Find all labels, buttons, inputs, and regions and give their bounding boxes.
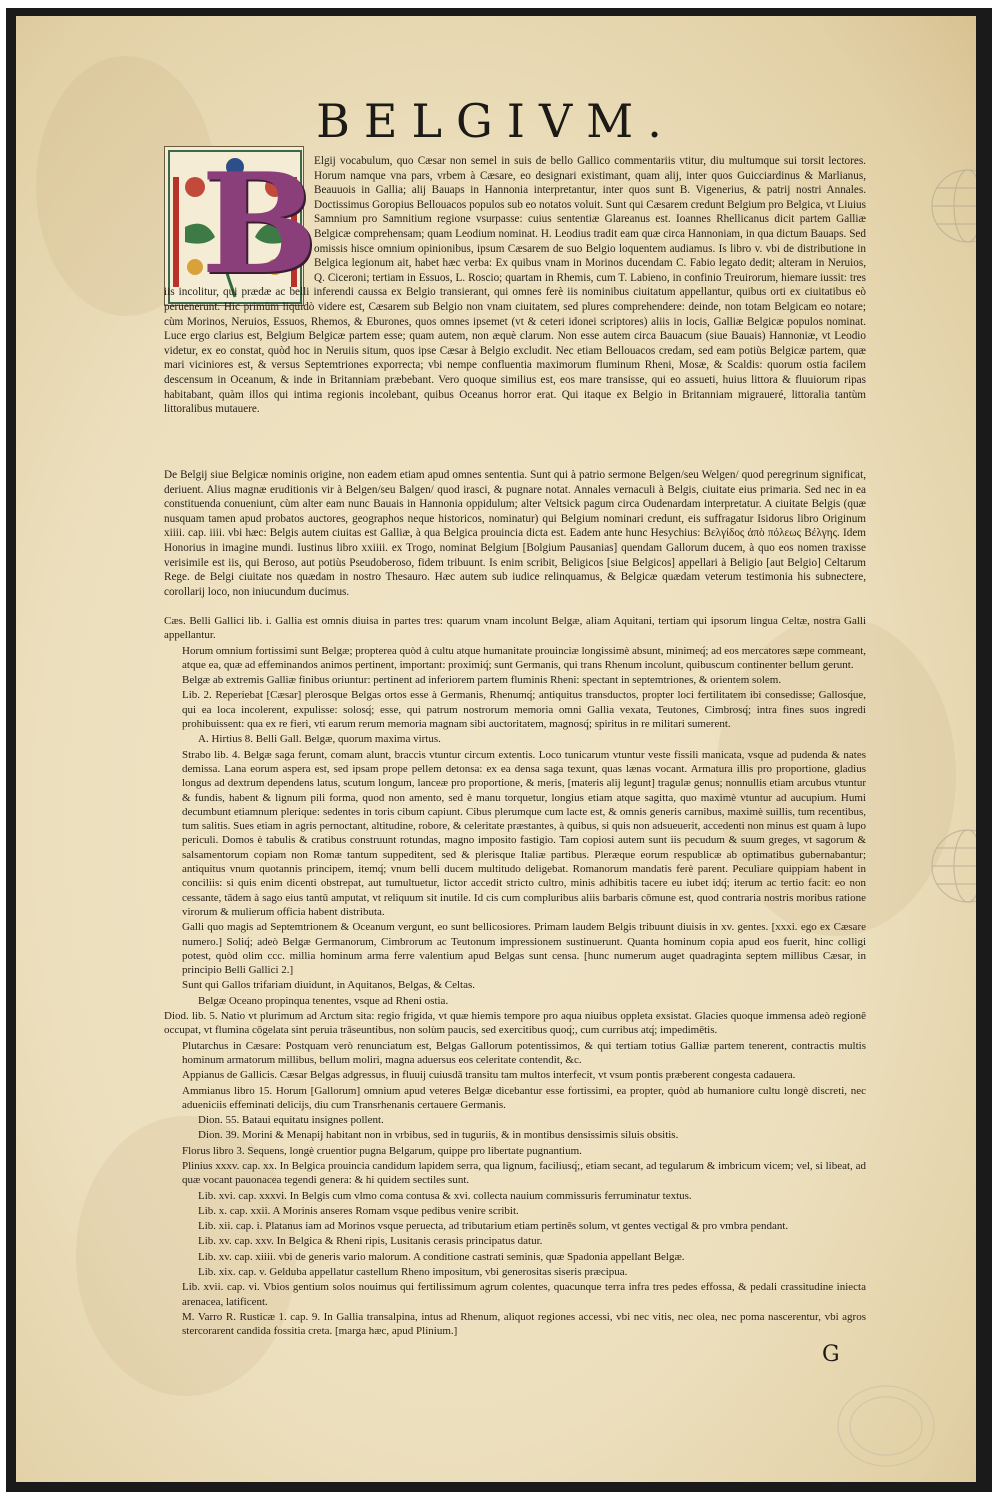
testimonium-item: Lib. x. cap. xxii. A Morinis anseres Romam vsque pedibus venire scribit. [198, 1204, 519, 1217]
library-stamp-icon [831, 1376, 941, 1476]
paragraph-text: iis incolitur, qui prædæ ac belli inferendi caussa ex Belgio transierant, qui omnes ferè iis nominibus ciuitatum appellantur, quibus orti ex ciuitatibus eò peruenerunt. Hic primùm liquidò videre est, Cæsarem sub Belgio non vnam ciuitatem, sed plures comprehendere: deinde, non totam Belgicam eo notare; cùm Morinos, Neruios, Essuos, Rhemos, & Eburones, quos omnes ipsemet (vt & ceteri idonei scriptores) aliis in locis, Galliæ Belgicæ populos nominat. Luce ergo clarius est, Belgium Belgicæ partem esse; quam autem, non æquè clarum. Non esse autem circa Bauacum (siue Bauais) Hannoniæ, vt Leodio videtur, ex eo constat, quòd hoc in Neruiis situm, quos ipse Cæsar à Belgio excludit. Nec etiam Bellouacos credam, sed eam potiùs Belgicæ partem, quæ mari viciniores est, & versus Septemtriones exporrecta; vbi nempe confluentia maximorum fluminum Rheni, Mosæ, & Scaldis: quorum ostia facilem descensum in Oceanum, & inde in Britanniam præbebant. Vero quoque similius est, eos mare transisse, qui eo assueti, huius littora & fluuiorum ripas habitabant, quàm illos qui intima regionis incolebant, quibus Oceanus horror erat. Qui itaque ex Belgio in Britanniam migraueré, littoralia tantùm littoralibus mutauere. [164, 286, 866, 416]
testimonium-item: Dion. 39. Morini & Menapij habitant non in vrbibus, sed in tuguriis, & in montibus densissimis siluis obsitis. [198, 1129, 679, 1142]
testimonium-item: Lib. xvi. cap. xxxvi. In Belgis cum vlmo coma contusa & xvi. collecta nauium commissuris ferruminatur textus. [198, 1189, 692, 1202]
decorated-initial [164, 142, 318, 306]
initial-letter: B [201, 142, 318, 305]
testimonium-item: Plinius xxxv. cap. xx. In Belgica prouincia candidum lapidem serra, qua lignum, faciliusq́;, etiam secant, ad tegularum & imbricum vicem; vel, si libeat, ad quæ vocant pauonacea tegendi genera: & hi quidem sectiles sunt. [182, 1159, 866, 1187]
signature-mark: G [822, 1342, 840, 1367]
testimonium-item: Cæs. Belli Gallici lib. i. Gallia est omnis diuisa in partes tres: quarum vnam incolunt Belgæ, aliam Aquitani, tertiam qui ipsorum lingua Celtæ, nostra Galli appellantur. [164, 615, 866, 642]
testimonium-item: Galli quo magis ad Septemtrionem & Oceanum vergunt, eo sunt bellicosiores. Primam laudem Belgis tribuunt diuisis in xv. gentes. [xxxi. ego ex Cæsare numero.] Soliq́; adeò Belgæ Germanorum, Cimbrorum ac Teutonum impressionem sustinuerunt. Quanta hominum copia apud eos fuerit, hinc colligi potest, quòd olim ccc. millia hominum arma ferre valentium apud Belgas sunt censa. [hunc numerum auget quadraginta septem millibus Cæsar, in principio Belli Gallici 2.] [182, 921, 866, 977]
testimonium-item: Lib. xii. cap. i. Platanus iam ad Morinos vsque peruecta, ad tributarium etiam pertinēs solum, vt gentes vectigal & pro vmbra pendant. [198, 1220, 789, 1233]
globe-watermark-icon [928, 136, 976, 276]
testimonium-item: Florus libro 3. Sequens, longè cruentior pugna Belgarum, quippe pro libertate pugnantium. [182, 1144, 582, 1157]
globe-watermark-icon [928, 796, 976, 936]
testimonium-item: Belgæ Oceano propinqua tenentes, vsque ad Rheni ostia. [198, 994, 449, 1007]
testimonium-item: Sunt qui Gallos trifariam diuidunt, in Aquitanos, Belgas, & Celtas. [182, 979, 476, 992]
testimonium-item: Dion. 55. Bataui equitatu insignes pollent. [198, 1114, 384, 1127]
document-page [16, 16, 976, 1482]
testimonium-item: Appianus de Gallicis. Cæsar Belgas adgressus, in fluuij cuiusdā transitu tam multos interfecit, vt vsum pontis præberent congesta cadauera. [182, 1069, 796, 1082]
testimonium-item: Lib. xix. cap. v. Gelduba appellatur castellum Rheno impositum, vbi generositas siseris præcipua. [198, 1266, 628, 1279]
testimonium-item: M. Varro R. Rusticæ 1. cap. 9. In Gallia transalpina, intus ad Rhenum, aliquot regiones accessi, vbi nec vitis, nec olea, nec poma nascerentur, vbi agros stercorarent candida fossitia creta. [marga hæc, apud Plinium.] [182, 1310, 866, 1338]
testimonium-item: Horum omnium fortissimi sunt Belgæ; propterea quòd à cultu atque humanitate prouinciæ longissimè absunt, minimeq́; ad eos mercatores sæpe commeant, atque ea, quæ ad effeminandos animos pertinent, important: proximiq́; sunt Germanis, qui trans Rhenum incolunt, quibuscum continenter bellum gerunt. [182, 644, 866, 671]
testimonium-item: Lib. xv. cap. xxv. In Belgica & Rheni ripis, Lusitanis cerasis principatus datur. [198, 1235, 543, 1248]
origin-paragraph [164, 468, 866, 608]
intro-paragraph-continued [164, 286, 866, 464]
testimonium-item [164, 1340, 866, 1342]
testimonium-item: Strabo lib. 4. Belgæ saga ferunt, comam alunt, braccis vtuntur circum extentis. Loco tunicarum vtuntur veste fissili manicata, vsque ad pudenda & nates demissa. Lana eorum aspera est, sed ipsam prope pellem detonsa: ex ea densa saga texunt, quas lænas vocant. Armatura illis pro proportione, gladius longus ad dextrum dependens latus, scutum longum, lanceæ pro proportione, & meris, [materis alij legunt] tragulæ genus; nonnullis etiam arcubus vtuntur & fundis, habent & lignum pili forma, quod non amento, sed è manu torquetur, longius etiam atque sagitta, quo maximè vtuntur ad aucupium. Humi decumbunt etiamnum plerique: sedentes in toris cibum capiunt. Cibus plerumque cum lacte est, & omnis generis carnibus, maximè suillis, tum recentibus, tum salitis. Sues etiam in agris pernoctant, altitudine, robore, & celeritate præstantes, à quibus, si quis non adsueuerit, accedenti non minus est quam à lupo periculi. Domos è tabulis & cratibus construunt rotundas, magno imposito fastigio. Tam copiosi autem sunt iis pecudum & suum greges, vt sagorum & salsamentorum copiam non Romæ tantum suppeditent, sed & plerisque Italiæ partibus. Pleræque eorum respublicæ ab optimatibus gubernabantur; antiquitus vnum quotannis principem, itemq́; vnum belli ducem multitudo deligebat. Romanorum mandatis ferè parent. Peculiare quippiam habent in conciliis: si quis enim dicenti obstrepat, aut tumultuetur, lictor accedit stricto cultro, minis adhibitis tacere eu iubet idq́; iterum ac tertio facit: eo non cessante, tādem à sago eius tantū amputat, vt reliquum sit inutile. Id cis cum compluribus aliis barbaris cōmune est, quod contraria nostris moribus ratione virorum & mulierum officia habent distributa. [182, 748, 866, 918]
testimonium-item: Lib. xvii. cap. vi. Vbios gentium solos nouimus qui fertilissimum agrum colentes, quacunque terra infra tres pedes effossa, & pedali crassitudine iniecta arenacea, latificent. [182, 1281, 866, 1308]
testimonium-item: Belgæ ab extremis Galliæ finibus oriuntur: pertinent ad inferiorem partem fluminis Rheni: spectant in septemtriones, & orientem solem. [182, 674, 782, 687]
testimonium-item: Ammianus libro 15. Horum [Gallorum] omnium apud veteres Belgæ dicebantur esse fortissimi, ea propter, quòd ab humaniore cultu longè discreti, nec adueniciis effeminati delicijs, diu cum Transrhenanis certauere Germanis. [182, 1084, 866, 1111]
testimonia-list [164, 614, 866, 1342]
intro-paragraph [314, 154, 866, 284]
paragraph-text: De Belgij siue Belgicæ nominis origine, non eadem etiam apud omnes sententia. Sunt qui à patrio sermone Belgen/seu Welgen/ quod peregrinum significat, deriuent. Alius magnæ eruditionis vir à Belgen/seu Balgen/ quod irasci, & pugnare notat. Annales vernaculi à Belgis, ciuitate eius primaria. Sed nec in ea constituenda conueniunt, cùm alter eam nunc Bauais in Hannonia oppidulum; alter Veltsick pagum circa Oudenardam interpretatur. A ciuitate Belgis (quæ nusquam tamen apud probatos auctores, geographos neque historicos, nominatur) qui Belgium nominari credunt, eis suffragatur Isidorus libro Originum xiiii. cap. iiii. vbi hæc: Belgis autem ciuitas est Galliæ, à qua Belgica prouincia dicta est. Eadem ante hunc Hesychius: Βελγίδος ἀπὸ πόλεως Βέλγης. Idem Honorius in imagine mundi. Iustinus libro xxiiii. ex Trogo, nominat Belgium [Bolgium Pausanias] quendam Gallorum ducem, à quo eos nomen traxisse verisimile est iis, qui Beroso, aut potiùs Pseudoberoso, fidem tribuunt. Is enim scribit, Beligicos [siue Belgicos] appellari à Beligio [aut Belgio] Celtarum Rege. de Belgi ciuitate nos quædam in nostro Thesauro. Hæc autem sub iudice relinquamus, & Belgicæ quædam veterum testimonia his subnectere, corollarij loco, non iniucundum ducimus. [164, 469, 866, 598]
testimonium-item: Lib. 2. Reperiebat [Cæsar] plerosque Belgas ortos esse à Germanis, Rhenumq́; antiquitus transductos, propter loci fertilitatem ibi consedisse; Gallosq́ue, qui ea loca incolerent, expulisse: solosq́; esse, qui patrum nostrorum memoria omni Gallia vexata, Teutones, Cimbrosq́; intra fines suos ingredi prohibuissent: qua ex re fieri, vti earum rerum memoria magnam sibi auctoritatem, magnosq́; spiritus in re militari sumerent. [182, 689, 866, 731]
paragraph-text: Elgij vocabulum, quo Cæsar non semel in suis de bello Gallico commentariis vtitur, diu multumque sui torsit lectores. Horum namque vna pars, vrbem à Cæsare, eo designari existimant, quam alij, inter quos Guicciardinus & Marlianus, Beauuois in Gallia; alij Bauaps in Hannonia interpretantur, inter quos sunt B. Vigenerius, & patrij nostri Annales. Doctissimus Goropius Bellouacos populos sub eo notatos voluit. Sunt qui Cæsarem credunt Belgium pro Belgica, vt Liuius Samnium pro Samnitium regione vsurpasse: cuius sententiæ Glareanus est. Ioannes Rhellicanus dicit partem Galliæ Belgicæ comprehensam; quam Leodium nominat. H. Leodius tradit eam quæ circa Hannoniam, in qua dictum Bauaps. Sed omissis hisce omnium opinionibus, ipsum Cæsarem de suo Belgio loquentem audiamus. Is libro v. vbi de distributione in Belgica legionum ait, habet hæc verba: Ex quibus vnam in Morinos ducendam C. Fabio legato dedit; alteram in Neruios, Q. Ciceroni; tertiam in Essuos, L. Roscio; quartam in Rhemis, cum T. Labieno, in confinio Treuirorum, hiemare iussit: tres [314, 155, 866, 284]
testimonium-item: Diod. lib. 5. Natio vt plurimum ad Arctum sita: regio frigida, vt quæ hiemis tempore pro aqua niuibus oppleta exsistat. Glacies quoque immensa adeò regionē occupat, vt flumina cōgelata sint peruia trāseuntibus, non solùm paucis, sed exercitibus quoq́;, cum curribus atq́; impedimētis. [164, 1010, 866, 1037]
page-title: BELGIVM. [316, 94, 676, 148]
testimonium-item: Lib. xv. cap. xiiii. vbi de generis vario malorum. A conditione castrati seminis, quæ Spadonia appellant Belgæ. [198, 1250, 685, 1263]
testimonium-item: Plutarchus in Cæsare: Postquam verò renunciatum est, Belgas Gallorum potentissimos, & qui tertiam totius Galliæ partem tenerent, contractis multis hominum armatorum millibus, bellum moliri, magna aduersus eos celeritate contendit, &c. [182, 1039, 866, 1066]
testimonium-item: A. Hirtius 8. Belli Gall. Belgæ, quorum maxima virtus. [198, 733, 441, 746]
